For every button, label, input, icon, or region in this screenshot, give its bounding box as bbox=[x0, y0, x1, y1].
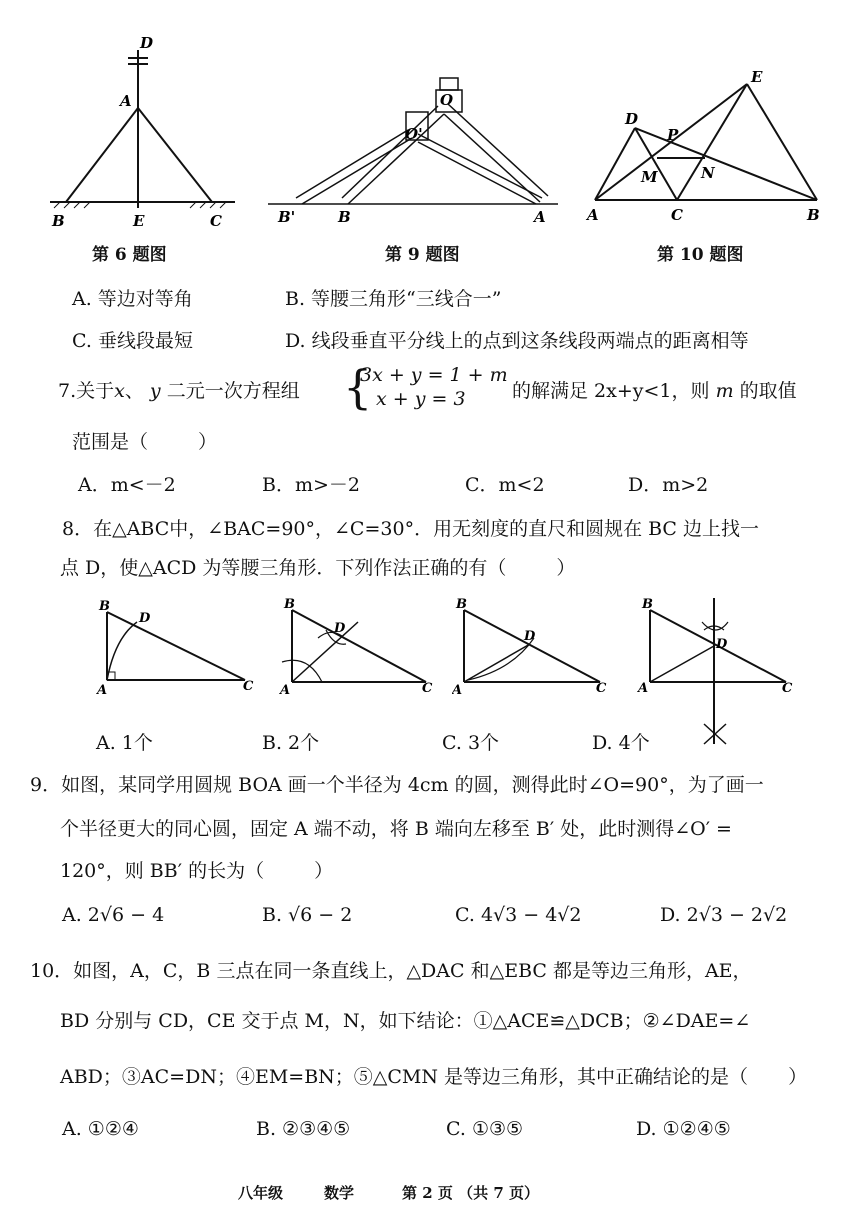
q7-stem-line2 bbox=[72, 427, 217, 454]
q7-option-b[interactable]: B．m>－2 bbox=[262, 474, 360, 496]
fig9-label-a: A bbox=[534, 208, 546, 226]
q8d3-label-c: C bbox=[596, 681, 607, 696]
fig10-label-d: D bbox=[625, 110, 639, 128]
q8-option-c[interactable]: C. 3个 bbox=[442, 732, 500, 754]
q8d1-label-c: C bbox=[243, 679, 254, 694]
q8-diagram-3-svg bbox=[452, 598, 622, 698]
q8-option-a[interactable]: A. 1个 bbox=[96, 732, 153, 754]
q7-var-x: x bbox=[114, 380, 125, 402]
q9-option-b[interactable]: B. √6 − 2 bbox=[262, 904, 353, 926]
q8d2-label-c: C bbox=[422, 681, 433, 696]
q7-mid: 二元一次方程组 bbox=[160, 380, 300, 402]
q7-suffix-b: 的取值 bbox=[739, 380, 797, 402]
fig6-label-c: C bbox=[210, 212, 222, 230]
fig6-label-e: E bbox=[133, 212, 145, 230]
q10-stem-line3 bbox=[60, 1062, 807, 1089]
figure-6-caption: 第 6 题图 bbox=[92, 245, 167, 265]
q7-var-y: y bbox=[149, 380, 161, 402]
figure-10-diagram bbox=[585, 62, 825, 232]
q7-stem-suffix bbox=[512, 376, 797, 403]
figure-6 bbox=[40, 30, 240, 240]
figure-10 bbox=[585, 62, 825, 232]
q9-option-c[interactable]: C. 4√3 − 4√2 bbox=[455, 904, 582, 926]
footer-subject: 数学 bbox=[324, 1184, 355, 1202]
q7-equation-1: 3x + y = 1 + m bbox=[360, 364, 508, 386]
fig9-label-o-prime: O' bbox=[405, 125, 423, 143]
q7-option-c[interactable]: C．m<2 bbox=[465, 474, 545, 496]
q9-option-a[interactable]: A. 2√6 − 4 bbox=[62, 904, 165, 926]
q7-line2: 范围是（ bbox=[72, 431, 149, 453]
figure-9-diagram bbox=[268, 72, 568, 232]
q8d4-label-d: D bbox=[716, 637, 728, 652]
q8d4-label-b: B bbox=[642, 597, 653, 612]
q8d3-label-d: D bbox=[524, 629, 536, 644]
footer-page-number: 第 2 页 （共 7 页） bbox=[402, 1184, 539, 1202]
footer-grade: 八年级 bbox=[238, 1184, 284, 1202]
fig9-label-b-prime: B' bbox=[278, 208, 296, 226]
fig9-label-o: O bbox=[440, 91, 454, 109]
q6-option-b[interactable]: B. 等腰三角形“三线合一” bbox=[285, 288, 502, 310]
q9-option-d[interactable]: D. 2√3 − 2√2 bbox=[660, 904, 788, 926]
fig10-label-c: C bbox=[671, 206, 683, 224]
q10-option-a[interactable]: A. ①②④ bbox=[62, 1118, 139, 1140]
q8-diagram-2 bbox=[278, 598, 448, 698]
q8d2-label-b: B bbox=[284, 598, 295, 612]
q10-line3-end: ） bbox=[788, 1066, 808, 1088]
q7-var-m: m bbox=[715, 380, 734, 402]
q6-option-a[interactable]: A. 等边对等角 bbox=[72, 288, 193, 310]
fig10-label-n: N bbox=[701, 164, 715, 182]
fig9-label-b: B bbox=[338, 208, 351, 226]
q8d4-label-a: A bbox=[638, 681, 649, 696]
q8-option-d[interactable]: D. 4个 bbox=[592, 732, 650, 754]
q9-line3: 120°，则 BB′ 的长为（ bbox=[60, 860, 265, 882]
q7-option-a[interactable]: A．m<－2 bbox=[78, 474, 176, 496]
q8-diagram-1-svg bbox=[95, 598, 265, 698]
q8-diagram-3 bbox=[452, 598, 622, 698]
q10-option-d[interactable]: D. ①②④⑤ bbox=[636, 1118, 731, 1140]
fig10-label-m: M bbox=[641, 168, 658, 186]
q7-option-d[interactable]: D．m>2 bbox=[628, 474, 709, 496]
fig10-label-e: E bbox=[751, 68, 763, 86]
figure-9 bbox=[268, 72, 568, 232]
fig6-label-b: B bbox=[52, 212, 65, 230]
q8d1-label-a: A bbox=[97, 683, 108, 698]
figure-10-caption: 第 10 题图 bbox=[657, 245, 744, 265]
q7-equation-2: x + y = 3 bbox=[376, 388, 466, 410]
q8-stem-line1: 8．在△ABC中，∠BAC=90°，∠C=30°．用无刻度的直尺和圆规在 BC 边上找一 bbox=[62, 518, 759, 540]
q8d3-label-a: A bbox=[452, 683, 463, 698]
fig10-label-b: B bbox=[807, 206, 820, 224]
q8-line2: 点 D，使△ACD 为等腰三角形．下列作法正确的有（ bbox=[60, 557, 507, 579]
q8-diagram-4 bbox=[636, 594, 806, 750]
q10-option-b[interactable]: B. ②③④⑤ bbox=[256, 1118, 351, 1140]
q8d1-label-d: D bbox=[139, 611, 151, 626]
q8-option-b[interactable]: B. 2个 bbox=[262, 732, 320, 754]
fig6-label-d: D bbox=[140, 34, 154, 52]
q8-diagram-1 bbox=[95, 598, 265, 698]
figure-9-caption: 第 9 题图 bbox=[385, 245, 460, 265]
q8d2-label-d: D bbox=[334, 621, 346, 636]
q7-suffix-a: 的解满足 2x+y<1，则 bbox=[512, 380, 710, 402]
q8d1-label-b: B bbox=[99, 599, 110, 614]
q8-stem-line2 bbox=[60, 553, 575, 580]
q7-system-brace: { bbox=[343, 360, 373, 414]
q8-diagram-2-svg bbox=[278, 598, 448, 698]
fig10-label-a: A bbox=[587, 206, 599, 224]
q8d4-label-c: C bbox=[782, 681, 793, 696]
q9-stem-line3 bbox=[60, 856, 333, 883]
q10-stem-line1: 10．如图，A，C，B 三点在同一条直线上，△DAC 和△EBC 都是等边三角形，AE， bbox=[30, 960, 752, 982]
q7-stem-line1 bbox=[58, 376, 300, 403]
figure-6-diagram bbox=[40, 30, 240, 240]
q8-line2-end: ） bbox=[556, 557, 576, 579]
q8-diagram-4-svg bbox=[636, 594, 806, 750]
fig6-label-a: A bbox=[120, 92, 132, 110]
q8d2-label-a: A bbox=[280, 683, 291, 698]
q7-prefix: 7.关于 bbox=[58, 380, 115, 402]
q10-stem-line2: BD 分别与 CD，CE 交于点 M，N，如下结论：①△ACE≌△DCB；②∠DAE=∠ bbox=[60, 1010, 751, 1032]
fig10-label-p: P bbox=[667, 126, 679, 144]
q6-option-d[interactable]: D. 线段垂直平分线上的点到这条线段两端点的距离相等 bbox=[285, 330, 749, 352]
q9-stem-line1: 9．如图，某同学用圆规 BOA 画一个半径为 4cm 的圆，测得此时∠O=90°，为了画一 bbox=[30, 774, 764, 796]
q10-line3: ABD；③AC=DN；④EM=BN；⑤△CMN 是等边三角形，其中正确结论的是（ bbox=[60, 1066, 749, 1088]
q8d3-label-b: B bbox=[456, 598, 467, 612]
q9-stem-line2: 个半径更大的同心圆，固定 A 端不动，将 B 端向左移至 B′ 处，此时测得∠O′ = bbox=[60, 818, 732, 840]
q7-sep: 、 bbox=[124, 380, 144, 402]
q10-option-c[interactable]: C. ①③⑤ bbox=[446, 1118, 524, 1140]
q7-line2-end: ） bbox=[198, 431, 218, 453]
q9-line3-end: ） bbox=[314, 860, 334, 882]
q6-option-c[interactable]: C. 垂线段最短 bbox=[72, 330, 193, 352]
